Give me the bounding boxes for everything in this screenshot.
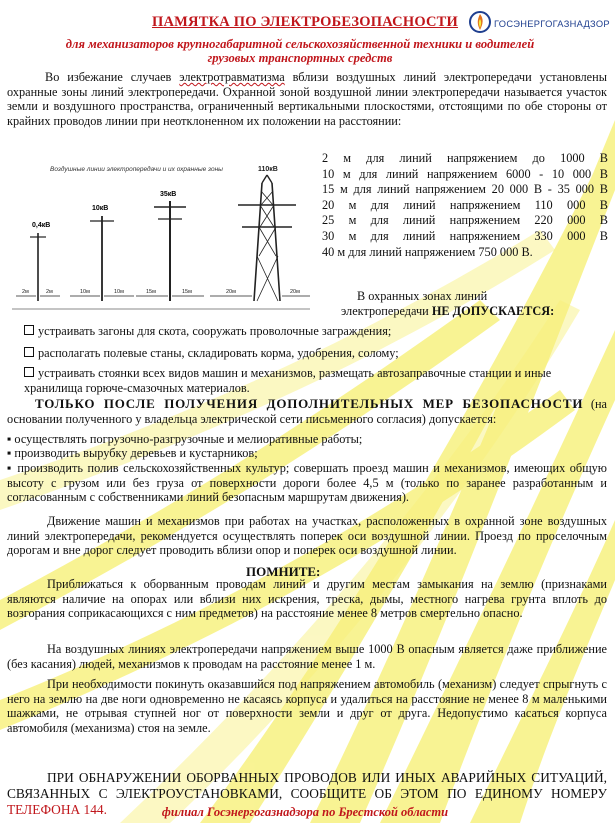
distance-item: 10 м для линий напряжением 6000 - 10 000 В (322, 166, 608, 181)
dim-label: 10м (80, 289, 90, 295)
checkbox-icon (24, 367, 34, 377)
dim-label: 20м (226, 289, 236, 295)
intro-part-1: Во избежание случаев (45, 70, 180, 84)
intro-underlined-word: электротравматизма (179, 70, 285, 84)
zones-line-1: В охранных зонах линий (357, 289, 488, 303)
allowed-item: ▪ производить полив сельскохозяйственных культур; совершать проезд машин и механизмов, имеющих общую высоту с грузом или без груза от поверхности дороги более 4,5 м (только по заранее разработанным и согласованным с собственниками линий безопасным маршрутам движения). (7, 461, 607, 504)
movement-paragraph: Движение машин и механизмов при работах на участках, расположенных в охранной зоне воздушных линий электропередачи, рекомендуется осуществлять поперек оси воздушной линии. Проезд по проселочным дорогам и вне дорог следует проводить вблизи опор и поперек оси воздушной линии. (7, 514, 607, 557)
intro-paragraph (7, 70, 607, 128)
diagram-caption: Воздушные линии электропередачи и их охранные зоны (50, 166, 223, 173)
tower-10kv-label: 10кВ (92, 205, 109, 212)
dim-label: 2м (22, 289, 29, 295)
allowed-item: ▪ производить вырубку деревьев и кустарников; (7, 446, 258, 460)
emergency-phone: ТЕЛЕФОНА 144. (7, 802, 107, 817)
page-subtitle (40, 37, 560, 65)
tower-110kv-label: 110кВ (258, 166, 278, 173)
only-after-paragraph (7, 397, 607, 426)
warning-paragraph: На воздушных линиях электропередачи напряжением выше 1000 В опасным является даже приближение (без касания) людей, механизмов к проводам на расстояние менее 1 м. (7, 642, 607, 671)
tower-04kv-label: 0,4кВ (32, 222, 51, 229)
warning-paragraph: При необходимости покинуть оказавшийся под напряжением автомобиль (механизм) следует спрыгнуть с него на землю на две ноги одновременно не касаясь корпуса и удалиться на расстояние не менее 8 м маленькими шажками, не отрывая ступней ног от поверхности земли и друг от друга. Недопустимо касаться корпуса автомобиля (механизма) стоя на земле. (7, 677, 607, 735)
subtitle-line-1: для механизаторов крупногабаритной сельскохозяйственной техники и водителей (65, 37, 535, 51)
power-lines-diagram (10, 161, 315, 318)
only-after-rest: (на основании полученного у владельца электрической сети письменного согласия) допускается: (7, 397, 607, 426)
forbidden-item: располагать полевые станы, складировать корма, удобрения, солому; (24, 346, 609, 361)
distance-item: 25 м для линий напряжением 220 000 В (322, 213, 608, 228)
only-after-heading: ТОЛЬКО ПОСЛЕ ПОЛУЧЕНИЯ ДОПОЛНИТЕЛЬНЫХ МЕР БЕЗОПАСНОСТИ (35, 396, 584, 411)
remember-heading: ПОМНИТЕ: (246, 564, 321, 579)
emergency-text: ПРИ ОБНАРУЖЕНИИ ОБОРВАННЫХ ПРОВОДОВ ИЛИ ИНЫХ АВАРИЙНЫХ СИТУАЦИЙ, СВЯЗАННЫХ С ЭЛЕКТРОУСТАНОВКАМИ, СООБЩИТЕ ОБ ЭТОМ ПО ЕДИНОМУ НОМЕРУ (7, 770, 607, 801)
checkbox-icon (24, 347, 34, 357)
page-title: ПАМЯТКА ПО ЭЛЕКТРОБЕЗОПАСНОСТИ (151, 14, 459, 30)
zones-heading (341, 289, 605, 319)
distance-item: 2 м для линий напряжением до 1000 В (322, 151, 608, 165)
zones-line-2: электропередачи (341, 304, 432, 318)
subtitle-line-2: грузовых транспортных средств (207, 51, 393, 65)
distance-item: 20 м для линий напряжением 110 000 В (322, 197, 608, 212)
not-allowed-label: НЕ ДОПУСКАЕТСЯ: (431, 304, 555, 318)
dim-label: 20м (290, 289, 300, 295)
footer-signature: филиал Госэнергогазнадзора по Брестской области (161, 805, 449, 819)
tower-35kv-label: 35кВ (160, 191, 177, 198)
forbidden-item: устраивать стоянки всех видов машин и механизмов, размещать автозаправочные станции и иные хранилища горюче-смазочных материалов. (24, 366, 552, 395)
dim-label: 2м (46, 289, 53, 295)
distance-item: 30 м для линий напряжением 330 000 В (322, 228, 608, 243)
checkbox-icon (24, 325, 34, 335)
logo-flame-icon (468, 10, 492, 34)
allowed-item: ▪ осуществлять погрузочно-разгрузочные и мелиоративные работы; (7, 432, 363, 446)
distance-item: 15 м для линий напряжением 20 000 В - 35 000 В (322, 182, 608, 197)
logo (468, 10, 613, 40)
tower-35kv (154, 191, 186, 301)
logo-text: ГОСЭНЕРГОГАЗНАДЗОР (494, 19, 610, 29)
forbidden-item: устраивать загоны для скота, сооружать проволочные заграждения; (24, 324, 609, 339)
tower-10kv (90, 205, 114, 301)
intro-part-2: вблизи воздушных линий электропередачи установлены охранные зоны линий электропередачи. Охранной зоной воздушной линии электропередачи называется участок земли и воздушного пространства, ограниченный вертикальными плоскостями, отстоящими по обе стороны от крайних проводов линии при неотклоненном их положении на расстоянии: (7, 70, 607, 128)
warning-paragraph: Приближаться к оборванным проводам линий и другим местам замыкания на землю (признаками являются наличие на опорах или вблизи них искрения, треска, дымы, местного нагрева грунта вплоть до возгорания соприкасающихся с ним предметов) на расстояние менее 8 метров смертельно опасно. (7, 577, 607, 620)
dim-label: 10м (114, 289, 124, 295)
dim-label: 15м (182, 289, 192, 295)
distances-list (322, 151, 608, 260)
distance-item: 40 м для линий напряжением 750 000 В. (322, 244, 533, 259)
dim-label: 15м (146, 289, 156, 295)
tower-110kv (238, 166, 296, 301)
